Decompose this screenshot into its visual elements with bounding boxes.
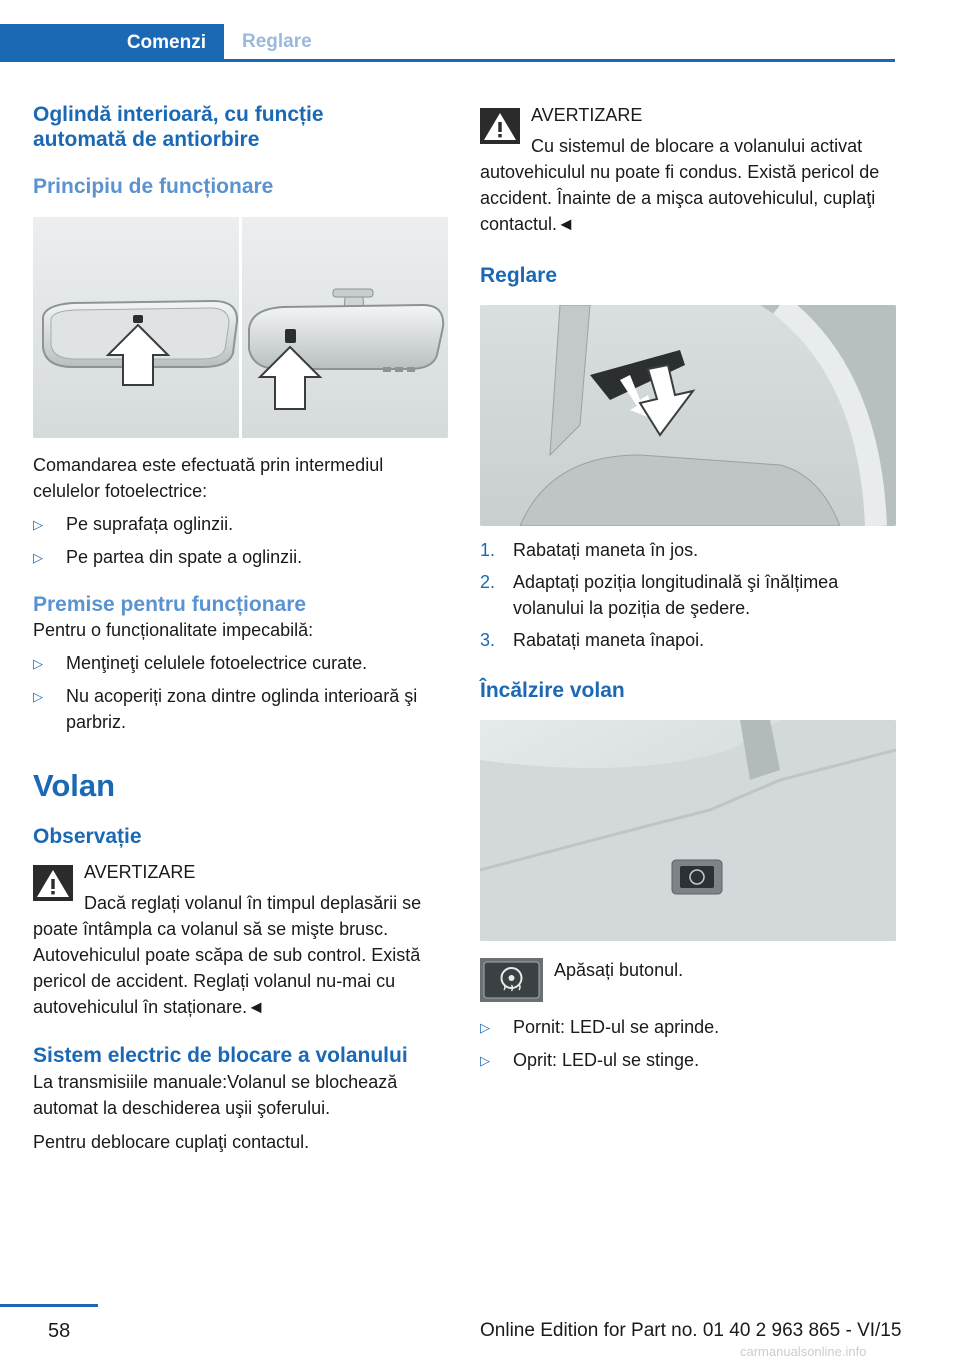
warning-triangle-icon	[33, 865, 73, 901]
bullet-icon: ▷	[480, 1020, 490, 1035]
bullet-icon: ▷	[33, 689, 43, 704]
edition-note: Online Edition for Part no. 01 40 2 963 865 - VI/15	[480, 1320, 902, 1341]
mirror-heading: Oglindă interioară, cu funcție automată de antiorbire	[33, 103, 324, 151]
warning-block	[480, 102, 896, 237]
list-item: 2. Adaptați poziția longitudinală şi înălțimea volanului la poziția de şedere.	[480, 572, 839, 618]
header-rule	[0, 59, 895, 62]
footer-rule	[0, 1304, 98, 1307]
tab-comenzi[interactable]: Comenzi	[0, 24, 224, 62]
mirror-photo	[33, 217, 448, 438]
bullet-icon: ▷	[33, 517, 43, 532]
heated-wheel-illustration	[480, 720, 896, 941]
warning-block	[33, 859, 448, 1020]
mirror-illustration	[33, 217, 448, 438]
left-column	[33, 102, 448, 1155]
section-title-volan: Volan	[33, 768, 116, 803]
steering-lock-heading: Sistem electric de blocare a volanului	[33, 1044, 408, 1067]
steering-lever-illustration	[480, 305, 896, 526]
steering-lock-text: La transmisiile manuale:Volanul se blochează automat la deschiderea uşii şoferului.	[33, 1072, 398, 1118]
requirements-list	[33, 650, 448, 735]
list-item: ▷ Nu acoperiți zona dintre oglinda interioară şi parbriz.	[33, 683, 448, 735]
steering-lever-photo	[480, 305, 896, 526]
watermark-site: carmanualsonline.info	[740, 1344, 867, 1359]
adjustment-steps	[480, 537, 896, 653]
page-number: 58	[48, 1320, 71, 1342]
right-column	[480, 102, 896, 1074]
list-item: ▷ Oprit: LED-ul se stinge.	[480, 1047, 896, 1074]
requirements-intro: Pentru o funcționalitate impecabilă:	[33, 620, 314, 640]
warning-label: AVERTIZARE	[84, 862, 196, 882]
list-item: ▷ Pe partea din spate a oglinzii.	[33, 544, 448, 571]
bullet-icon: ▷	[480, 1053, 490, 1068]
warning-label: AVERTIZARE	[531, 105, 643, 125]
heated-steering-wheel-icon	[480, 958, 543, 1002]
press-button-text: Apăsați butonul.	[554, 960, 684, 980]
tab-reglare[interactable]: Reglare	[242, 30, 312, 52]
warning-text: Dacă reglați volanul în timpul deplasării se poate întâmpla ca volanul să se mişte brusc. Autovehiculul poate scăpa de sub control. Există pericol de accident. Reglați volanul nu‐mai cu autovehiculul în staționare.◄	[33, 893, 422, 1017]
heated-wheel-button-row	[480, 958, 896, 1002]
list-item: ▷ Pornit: LED-ul se aprinde.	[480, 1014, 896, 1041]
heated-wheel-photo	[480, 720, 896, 941]
note-heading: Observație	[33, 825, 142, 848]
operating-principle-heading: Principiu de funcționare	[33, 175, 274, 198]
warning-triangle-icon	[480, 108, 520, 144]
list-item: 3. Rabatați maneta înapoi.	[480, 630, 705, 650]
list-item: 1. Rabatați maneta în jos.	[480, 540, 699, 560]
chapter-header	[0, 24, 895, 62]
photocell-list	[33, 511, 448, 571]
bullet-icon: ▷	[33, 656, 43, 671]
warning-text: Cu sistemul de blocare a volanului activat autovehiculul nu poate fi condus. Există pericol de accident. Înainte de a mişca autovehiculul, cuplaţi contactul.◄	[480, 136, 880, 234]
mirror-description: Comandarea este efectuată prin intermediul celulelor fotoelectrice:	[33, 455, 384, 501]
unlock-text: Pentru deblocare cuplaţi contactul.	[33, 1132, 310, 1152]
adjustment-heading: Reglare	[480, 264, 558, 287]
requirements-heading: Premise pentru funcționare	[33, 593, 307, 616]
heated-wheel-heading: Încălzire volan	[480, 679, 625, 702]
led-status-list	[480, 1014, 896, 1074]
list-item: ▷ Menţineţi celulele fotoelectrice curate.	[33, 650, 448, 677]
bullet-icon: ▷	[33, 550, 43, 565]
list-item: ▷ Pe suprafața oglinzii.	[33, 511, 448, 538]
